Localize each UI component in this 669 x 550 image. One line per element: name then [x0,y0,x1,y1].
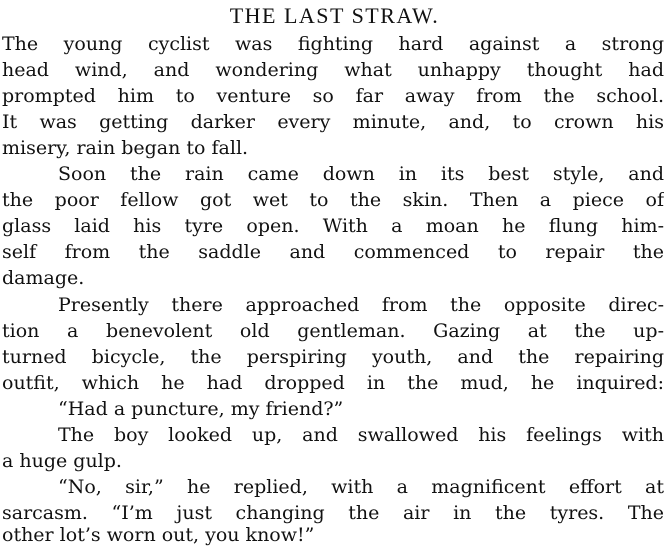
article-title: THE LAST STRAW. [229,3,440,28]
text-line: Presently there approached from the opposite direc- [58,294,664,316]
text-line: “Had a puncture, my friend?” [58,398,344,420]
text-line: self from the saddle and commenced to repair the [2,241,664,263]
text-line: misery, rain began to fall. [2,137,249,159]
text-line: Soon the rain came down in its best style, and [58,163,664,185]
text-line: tion a benevolent old gentleman. Gazing at the up- [2,320,664,342]
text-line: prompted him to venture so far away from the school. [2,85,664,107]
text-line: head wind, and wondering what unhappy thought had [2,59,664,81]
text-line: other lot’s worn out, you know!” [2,524,315,546]
text-line: The young cyclist was fighting hard against a strong [2,33,664,55]
text-line: sarcasm. “I’m just changing the air in the tyres. The [2,502,664,524]
text-line: The boy looked up, and swallowed his feelings with [58,424,664,446]
text-line: It was getting darker every minute, and, to crown his [2,111,664,133]
text-line: damage. [2,267,85,289]
text-line: outfit, which he had dropped in the mud, he inquired: [2,372,664,394]
text-line: glass laid his tyre open. With a moan he flung him- [2,215,664,237]
text-line: “No, sir,” he replied, with a magnificent effort at [58,476,664,498]
text-line: the poor fellow got wet to the skin. Then a piece of [2,189,664,211]
text-line: turned bicycle, the perspiring youth, and the repairing [2,346,664,368]
text-line: a huge gulp. [2,450,122,472]
